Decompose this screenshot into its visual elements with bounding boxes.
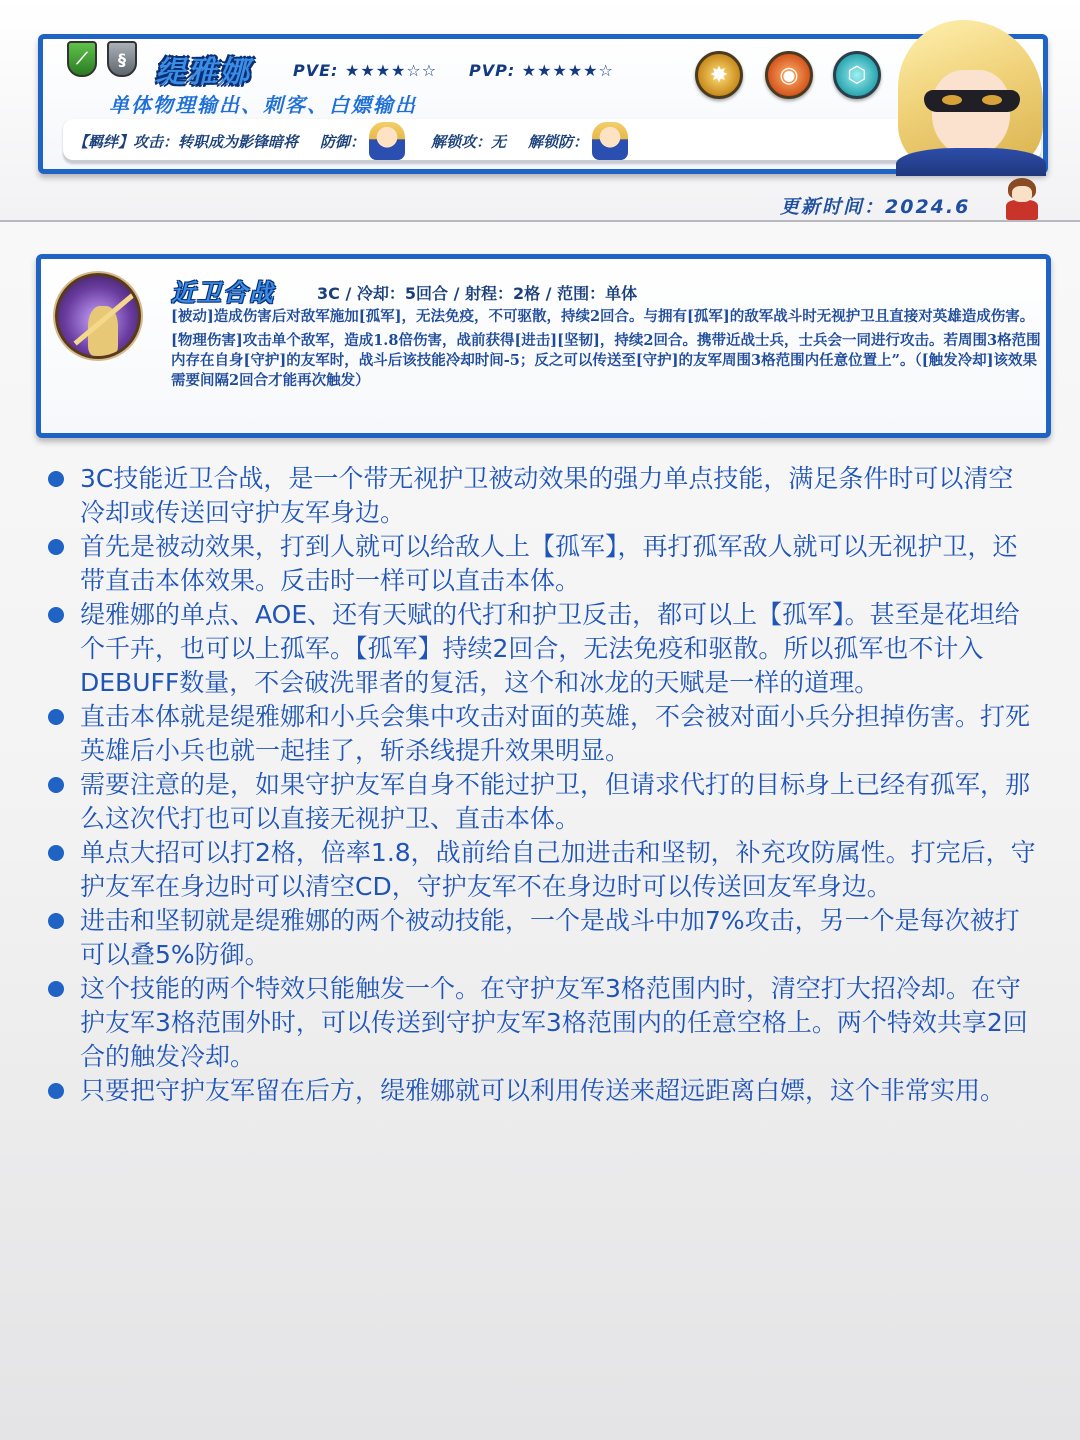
list-item: 缇雅娜的单点、AOE、还有天赋的代打和护卫反击，都可以上【孤军】。甚至是花坦给个千卉，也可以上孤军。【孤军】持续2回合，无法免疫和驱散。所以孤军也不计入DEBUFF数量，不会破洗罪者的复活，这个和冰龙的天赋是一样的道理。	[46, 598, 1036, 700]
pve-rating: PVE: ★★★★☆☆	[293, 61, 438, 80]
bullet-dot-icon	[48, 1083, 64, 1099]
unlock-attack: 解锁攻：无	[431, 132, 507, 151]
orange-swirl-medal-icon: ◉	[765, 51, 813, 99]
bullet-dot-icon	[48, 709, 64, 725]
bullet-dot-icon	[48, 607, 64, 623]
hero-role: 单体物理输出、刺客、白嫖输出	[109, 93, 417, 117]
hero-name: 缇雅娜	[155, 55, 251, 90]
bond-defense-label: 防御：	[320, 132, 366, 151]
list-item: 直击本体就是缇雅娜和小兵会集中攻击对面的英雄，不会被对面小兵分担掉伤害。打死英雄后小兵也就一起挂了，斩杀线提升效果明显。	[46, 700, 1036, 768]
header-section	[0, 0, 1080, 222]
class-badge-icon: §	[107, 41, 137, 77]
chibi-mascot	[1002, 178, 1042, 220]
list-item: 进击和坚韧就是缇雅娜的两个被动技能，一个是战斗中加7%攻击，另一个是每次被打可以叠5%防御。	[46, 904, 1036, 972]
bullet-dot-icon	[48, 471, 64, 487]
update-time: 更新时间：2024.6	[780, 196, 971, 218]
list-item: 只要把守护友军留在后方，缇雅娜就可以利用传送来超远距离白嫖，这个非常实用。	[46, 1074, 1036, 1108]
bullet-dot-icon	[48, 981, 64, 997]
skill-active: [物理伤害]攻击单个敌军，造成1.8倍伤害，战前获得[进击][坚韧]，持续2回合。携带近战士兵，士兵会一同进行攻击。若周围3格范围内存在自身[守护]的友军时，战斗后该技能冷却时间-5；反之可以传送至[守护]的友军周围3格范围内任意位置上”。（[触发冷却]该效果需要间隔2回合才能再次触发）	[171, 332, 1041, 389]
list-item: 首先是被动效果，打到人就可以给敌人上【孤军】，再打孤军敌人就可以无视护卫，还带直击本体效果。反击时一样可以直击本体。	[46, 530, 1036, 598]
bullet-dot-icon	[48, 539, 64, 555]
skill-meta: 3C / 冷却：5回合 / 射程：2格 / 范围：单体	[317, 284, 638, 303]
bullet-dot-icon	[48, 845, 64, 861]
skill-name: 近卫合战	[171, 279, 275, 307]
skill-description	[171, 307, 1041, 395]
list-item: 单点大招可以打2格，倍率1.8，战前给自己加进击和坚韧，补充攻防属性。打完后，守护友军在身边时可以清空CD，守护友军不在身边时可以传送回友军身边。	[46, 836, 1036, 904]
unlock-defense-avatar	[592, 122, 628, 160]
skill-spear-icon	[55, 273, 141, 359]
list-item: 这个技能的两个特效只能触发一个。在守护友军3格范围内时，清空打大招冷却。在守护友军3格范围外时，可以传送到守护友军3格范围内的任意空格上。两个特效共享2回合的触发冷却。	[46, 972, 1036, 1074]
notes-list	[46, 462, 1036, 1108]
skill-passive: [被动]造成伤害后对敌军施加[孤军]，无法免疫，不可驱散，持续2回合。与拥有[孤军]的敌军战斗时无视护卫且直接对英雄造成伤害。	[171, 308, 1035, 325]
bond-attack: 【羁绊】攻击：转职成为影锋暗将	[73, 132, 299, 151]
bond-defense-avatar	[369, 122, 405, 160]
bullet-dot-icon	[48, 777, 64, 793]
unlock-defense-label: 解锁防：	[528, 132, 589, 151]
list-item: 需要注意的是，如果守护友军自身不能过护卫，但请求代打的目标身上已经有孤军，那么这次代打也可以直接无视护卫、直击本体。	[46, 768, 1036, 836]
pvp-rating: PVP: ★★★★★☆	[469, 61, 614, 80]
list-item: 3C技能近卫合战，是一个带无视护卫被动效果的强力单点技能，满足条件时可以清空冷却或传送回守护友军身边。	[46, 462, 1036, 530]
weapon-badge-icon: ⟋	[67, 41, 97, 77]
hero-portrait	[890, 20, 1048, 176]
gold-star-medal-icon: ✸	[695, 51, 743, 99]
teal-hexagon-medal-icon: ⬡	[833, 51, 881, 99]
skill-card	[36, 254, 1051, 438]
bullet-dot-icon	[48, 913, 64, 929]
